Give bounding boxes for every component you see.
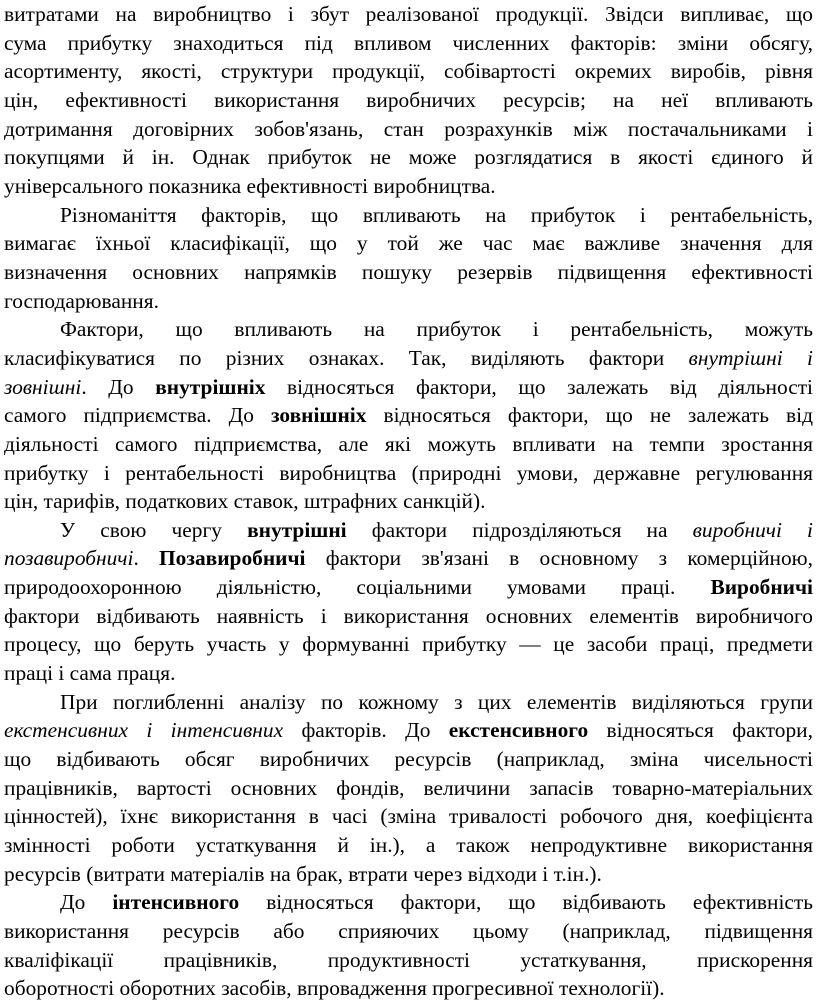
text-run: цінностей), їхнє використання в часі (зміна тривалості робочого дня, коефіцієнта [4, 804, 813, 829]
text-line [4, 946, 813, 975]
text-run: відносяться фактори, що залежать від діяльності [265, 374, 813, 399]
text-run: універсального показника ефективності виробництва. [4, 173, 496, 198]
text-run: . До [81, 374, 156, 399]
italic-term: екстенсивних і інтенсивних [4, 718, 284, 743]
text-line [4, 201, 813, 230]
text-run: фактори відбивають наявність і використання основних елементів виробничого [4, 603, 813, 628]
text-run: визначення основних напрямків пошуку резервів підвищення ефективності [4, 259, 813, 284]
text-line [4, 344, 813, 373]
text-line [4, 29, 813, 58]
text-line [4, 745, 813, 774]
text-line [4, 373, 813, 402]
paragraph [4, 201, 813, 316]
text-line [4, 630, 813, 659]
text-run: змінності роботи устаткування й ін.), а також непродуктивне використання [4, 833, 813, 858]
text-run: фактори підрозділяються на [346, 517, 693, 542]
paragraph [4, 0, 813, 201]
text-line [4, 974, 813, 1003]
text-run: що відбивають обсяг виробничих ресурсів (наприклад, зміна чисельності [4, 747, 813, 772]
text-line [4, 716, 813, 745]
text-line [4, 888, 813, 917]
text-run: При поглибленні аналізу по кожному з цих елементів виділяються групи [60, 689, 813, 714]
text-run: працівників, вартості основних фондів, величини запасів товарно-матеріальних [4, 775, 813, 800]
text-run: асортименту, якості, структури продукції, собівартості окремих виробів, рівня [4, 59, 813, 84]
text-run: природоохоронною діяльністю, соціальними умовами праці. [4, 575, 711, 600]
text-line [4, 0, 813, 29]
italic-term: внутрішні і [688, 345, 813, 370]
text-line [4, 487, 813, 516]
text-line [4, 774, 813, 803]
text-line [4, 516, 813, 545]
bold-term: внутрішніх [155, 374, 266, 399]
text-run: кваліфікації працівників, продуктивності устаткування, прискорення [4, 947, 813, 972]
text-line [4, 573, 813, 602]
text-run: Різноманіття факторів, що впливають на прибуток і рентабельність, [60, 202, 813, 227]
paragraph [4, 888, 813, 1003]
text-line [4, 258, 813, 287]
text-run: господарювання. [4, 288, 159, 313]
paragraph [4, 315, 813, 516]
text-run: сума прибутку знаходиться під впливом численних факторів: зміни обсягу, [4, 30, 813, 55]
text-run: . [133, 546, 160, 571]
bold-term: зовнішніх [270, 403, 367, 428]
text-line [4, 172, 813, 201]
text-line [4, 459, 813, 488]
text-run: прибутку і рентабельності виробництва (природні умови, державне регулювання [4, 460, 813, 485]
text-run: До [60, 890, 113, 915]
text-run: вимагає їхньої класифікації, що у той же час має важливе значення для [4, 231, 813, 256]
text-run: використання ресурсів або сприяючих цьому (наприклад, підвищення [4, 919, 813, 943]
text-line [4, 688, 813, 717]
text-run: дотримання договірних зобов'язань, стан розрахунків між постачальниками і [4, 116, 813, 141]
text-run: оборотності оборотних засобів, впровадження прогресивної технології). [4, 976, 665, 1001]
italic-term: позавиробничі [4, 546, 134, 571]
text-line [4, 143, 813, 172]
bold-term: Виробничі [710, 575, 813, 600]
text-run: класифікуватися по різних ознаках. Так, виділяють фактори [4, 345, 689, 370]
text-run: відносяться фактори, що не залежать від [366, 403, 813, 428]
paragraph [4, 516, 813, 688]
text-run: праці і сама праця. [4, 661, 176, 686]
text-run: Фактори, що впливають на прибуток і рентабельність, можуть [60, 317, 813, 342]
text-line [4, 315, 813, 344]
text-line [4, 430, 813, 459]
text-run: витратами на виробництво і збут реалізованої продукції. Звідси випливає, що [4, 2, 813, 26]
bold-term: внутрішні [247, 517, 347, 542]
text-run: фактори зв'язані в основному з комерційною, [305, 546, 813, 571]
bold-term: екстенсивного [448, 718, 589, 743]
text-run: процесу, що беруть участь у формуванні прибутку — це засоби праці, предмети [4, 632, 813, 657]
text-line [4, 860, 813, 889]
text-line [4, 659, 813, 688]
bold-term: Позавиробничі [159, 546, 306, 571]
text-line [4, 287, 813, 316]
text-line [4, 115, 813, 144]
text-line [4, 86, 813, 115]
text-line [4, 401, 813, 430]
text-run: відносяться фактори, [588, 718, 813, 743]
italic-term: зовнішні [4, 374, 82, 399]
text-run: діяльності самого підприємства, але які можуть впливати на темпи зростання [4, 431, 813, 456]
text-line [4, 802, 813, 831]
text-line [4, 602, 813, 631]
paragraph [4, 688, 813, 889]
text-run: покупцями й ін. Однак прибуток не може розглядатися в якості єдиного й [4, 145, 813, 170]
text-line [4, 544, 813, 573]
bold-term: інтенсивного [112, 890, 240, 915]
text-run: самого підприємства. До [4, 403, 271, 428]
text-run: ресурсів (витрати матеріалів на брак, втрати через відходи і т.ін.). [4, 861, 602, 886]
text-run: цін, тарифів, податкових ставок, штрафних санкцій). [4, 489, 486, 514]
text-run: цін, ефективності використання виробничих ресурсів; на неї впливають [4, 87, 813, 112]
text-line [4, 229, 813, 258]
text-run: відносяться фактори, що відбивають ефективність [239, 890, 813, 915]
text-line [4, 917, 813, 946]
text-line [4, 831, 813, 860]
text-run: факторів. До [283, 718, 449, 743]
text-line [4, 57, 813, 86]
text-run: У свою чергу [60, 517, 248, 542]
italic-term: виробничі і [692, 517, 813, 542]
